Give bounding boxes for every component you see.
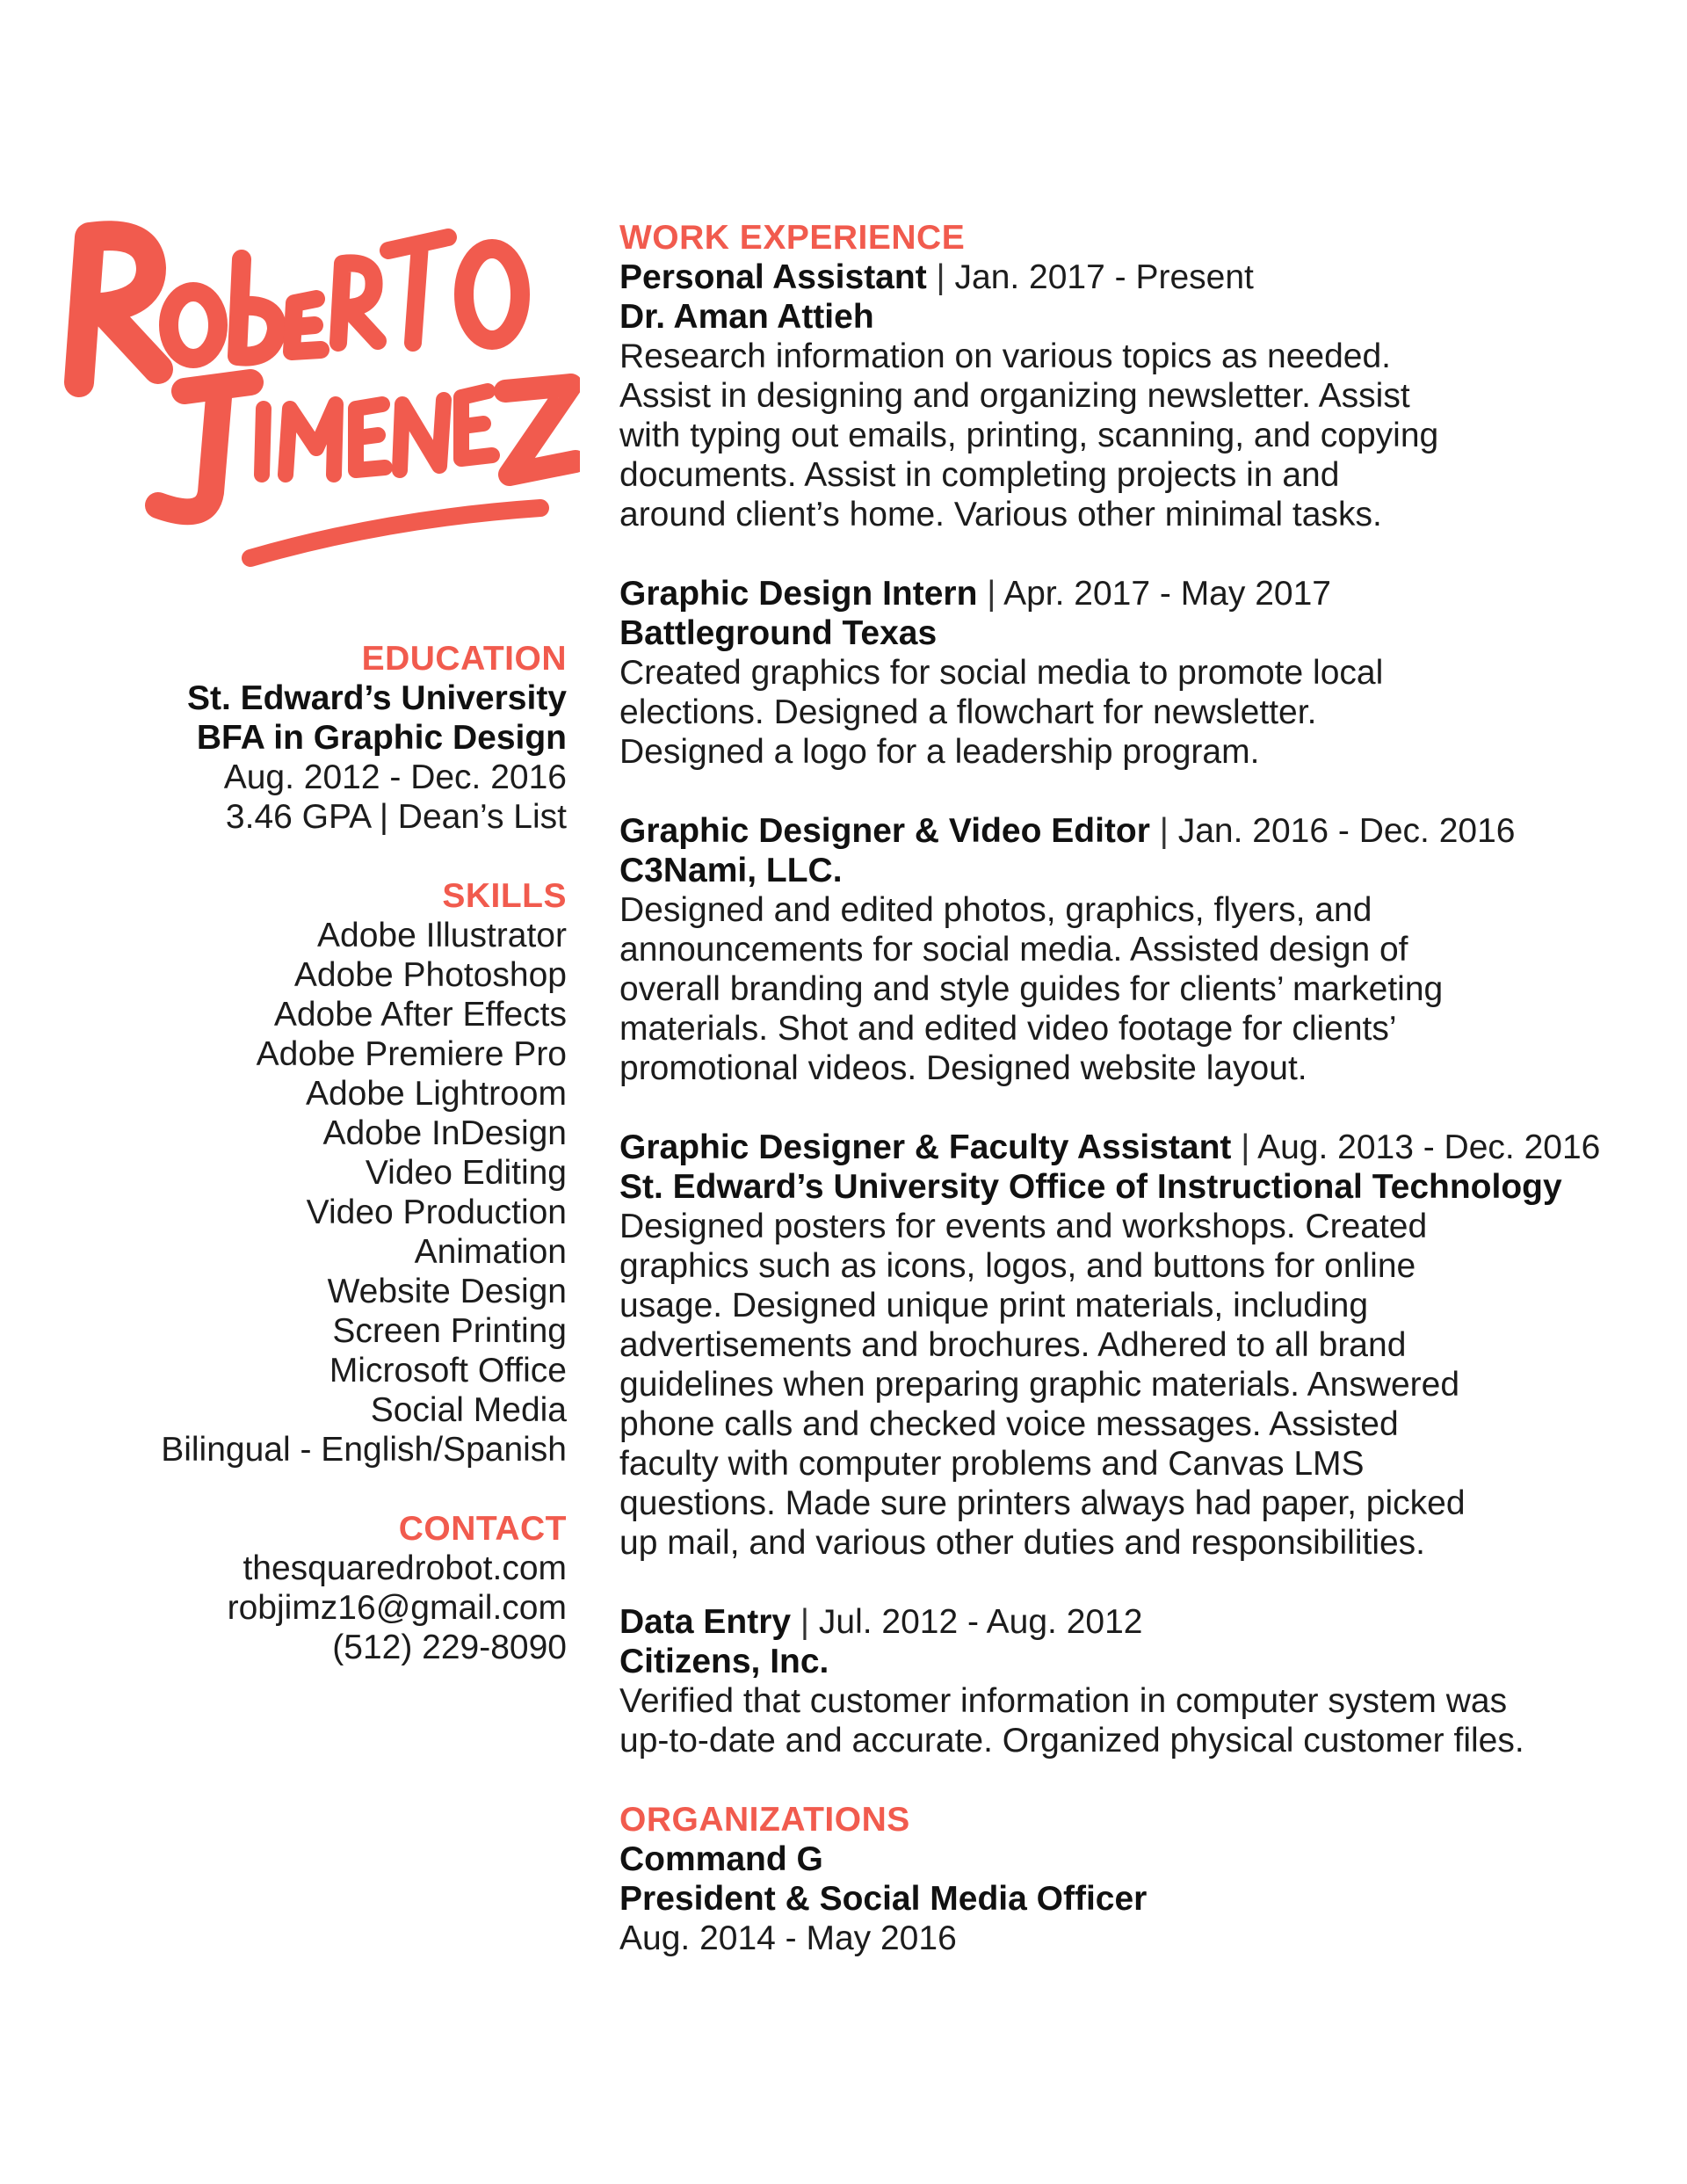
job-description-line: Designed posters for events and workshops. Created [619, 1208, 1428, 1245]
job-description-line: Research information on various topics as needed. [619, 337, 1391, 375]
skill-item: Video Editing [365, 1154, 567, 1192]
skill-item: Animation [414, 1233, 567, 1271]
job-description-line: overall branding and style guides for clients’ marketing [619, 970, 1444, 1008]
name-logo [53, 211, 580, 580]
organization-dates: Aug. 2014 - May 2016 [619, 1919, 957, 1957]
job-description-line: up-to-date and accurate. Organized physical customer files. [619, 1722, 1524, 1760]
work-heading: WORK EXPERIENCE [619, 219, 966, 257]
job-description-line: elections. Designed a flowchart for newsletter. [619, 693, 1317, 731]
organizations-heading: ORGANIZATIONS [619, 1801, 910, 1839]
job-title: Graphic Designer & Faculty Assistant [619, 1128, 1232, 1166]
skill-item: Bilingual - English/Spanish [161, 1431, 567, 1469]
job-entry: Personal Assistant | Jan. 2017 - Present Dr. Aman Attieh Research information on various topics as needed. Assist in designing and organizing newsletter. Assist with typing out emails, printing, scanning, and copying documents. Assist in completing projects in and around client’s home. Various other minimal tasks. [619, 258, 1621, 534]
job-employer: Citizens, Inc. [619, 1643, 829, 1680]
job-description-line: Designed a logo for a leadership program. [619, 733, 1260, 771]
job-description-line: Assist in designing and organizing newsletter. Assist [619, 377, 1410, 415]
skills-heading: SKILLS [442, 877, 567, 915]
job-description-line: guidelines when preparing graphic materials. Answered [619, 1366, 1460, 1404]
skills-section [70, 876, 567, 1469]
organizations-section [619, 1800, 1621, 1958]
job-description-line: Designed and edited photos, graphics, flyers, and [619, 891, 1372, 929]
skill-item: Adobe Lightroom [305, 1075, 567, 1113]
job-dates: Jan. 2017 - Present [954, 258, 1254, 296]
skill-item: Microsoft Office [329, 1352, 567, 1389]
job-description-line: with typing out emails, printing, scanning, and copying [619, 417, 1439, 454]
job-employer: Battleground Texas [619, 614, 938, 652]
education-degree: BFA in Graphic Design [196, 719, 567, 757]
education-heading: EDUCATION [361, 640, 567, 678]
skill-item: Adobe Photoshop [293, 956, 567, 994]
job-dates: Aug. 2013 - Dec. 2016 [1257, 1128, 1601, 1166]
skill-item: Video Production [306, 1194, 567, 1231]
education-section [70, 639, 567, 837]
job-employer: St. Edward’s University Office of Instructional Technology [619, 1168, 1562, 1206]
job-description-line: usage. Designed unique print materials, including [619, 1287, 1369, 1324]
job-description-line: phone calls and checked voice messages. Assisted [619, 1405, 1399, 1443]
job-description-line: around client’s home. Various other minimal tasks. [619, 496, 1382, 533]
job-title: Personal Assistant [619, 258, 927, 296]
job-description-line: graphics such as icons, logos, and buttons for online [619, 1247, 1416, 1285]
contact-email[interactable]: robjimz16@gmail.com [227, 1589, 567, 1627]
job-entry: Graphic Designer & Video Editor | Jan. 2016 - Dec. 2016 C3Nami, LLC. Designed and edited photos, graphics, flyers, and announcements for social media. Assisted design of overall branding and style guides for clients’ marketing materials. Shot and edited video footage for clients’ promotional videos. Designed website layout. [619, 811, 1621, 1088]
job-description-line: documents. Assist in completing projects in and [619, 456, 1340, 494]
organization-name: Command G [619, 1840, 823, 1878]
job-title: Graphic Designer & Video Editor [619, 812, 1150, 850]
job-description-line: promotional videos. Designed website layout. [619, 1049, 1307, 1087]
job-description-line: faculty with computer problems and Canvas LMS [619, 1445, 1365, 1483]
skill-item: Adobe InDesign [322, 1114, 567, 1152]
contact-phone: (512) 229-8090 [332, 1629, 567, 1666]
skill-item: Website Design [327, 1273, 567, 1310]
job-dates: Jul. 2012 - Aug. 2012 [818, 1603, 1143, 1641]
skill-item: Adobe Illustrator [317, 917, 567, 954]
job-description-line: Verified that customer information in computer system was [619, 1682, 1508, 1720]
contact-heading: CONTACT [398, 1510, 567, 1548]
skill-item: Social Media [370, 1391, 567, 1429]
education-school: St. Edward’s University [186, 679, 567, 717]
job-entry: Data Entry | Jul. 2012 - Aug. 2012 Citizens, Inc. Verified that customer information in computer system was up-to-date and accurate. Organized physical customer files. [619, 1602, 1621, 1760]
job-description-line: announcements for social media. Assisted design of [619, 931, 1408, 969]
job-dates: Jan. 2016 - Dec. 2016 [1177, 812, 1516, 850]
education-gpa: 3.46 GPA | Dean’s List [225, 798, 567, 836]
job-entry: Graphic Design Intern | Apr. 2017 - May 2017 Battleground Texas Created graphics for social media to promote local elections. Designed a flowchart for newsletter. Designed a logo for a leadership program. [619, 574, 1621, 772]
job-employer: Dr. Aman Attieh [619, 298, 874, 336]
job-dates: Apr. 2017 - May 2017 [1003, 575, 1331, 613]
job-title: Data Entry [619, 1603, 792, 1641]
job-description-line: up mail, and various other duties and responsibilities. [619, 1524, 1426, 1562]
job-description-line: advertisements and brochures. Adhered to all brand [619, 1326, 1407, 1364]
job-description-line: Created graphics for social media to promote local [619, 654, 1384, 692]
contact-website[interactable]: thesquaredrobot.com [243, 1549, 567, 1587]
job-entry: Graphic Designer & Faculty Assistant | Aug. 2013 - Dec. 2016 St. Edward’s University Office of Instructional Technology Designed posters for events and workshops. Created graphics such as icons, logos, and buttons for online usage. Designed unique print materials, including advertisements and brochures. Adhered to all brand guidelines when preparing graphic materials. Answered phone calls and checked voice messages. Assisted faculty with computer problems and Canvas LMS questions. Made sure printers always had paper, picked up mail, and various other duties and responsibilities. [619, 1128, 1621, 1563]
job-description-line: materials. Shot and edited video footage for clients’ [619, 1010, 1397, 1048]
organization-role: President & Social Media Officer [619, 1880, 1148, 1918]
contact-section [70, 1509, 567, 1667]
job-description-line: questions. Made sure printers always had paper, picked [619, 1484, 1466, 1522]
left-column [70, 639, 567, 1707]
right-column [619, 218, 1621, 1958]
skill-item: Screen Printing [332, 1312, 567, 1350]
skill-item: Adobe After Effects [273, 996, 567, 1034]
job-employer: C3Nami, LLC. [619, 852, 843, 889]
education-dates: Aug. 2012 - Dec. 2016 [223, 758, 567, 796]
skill-item: Adobe Premiere Pro [256, 1035, 567, 1073]
job-title: Graphic Design Intern [619, 575, 978, 613]
